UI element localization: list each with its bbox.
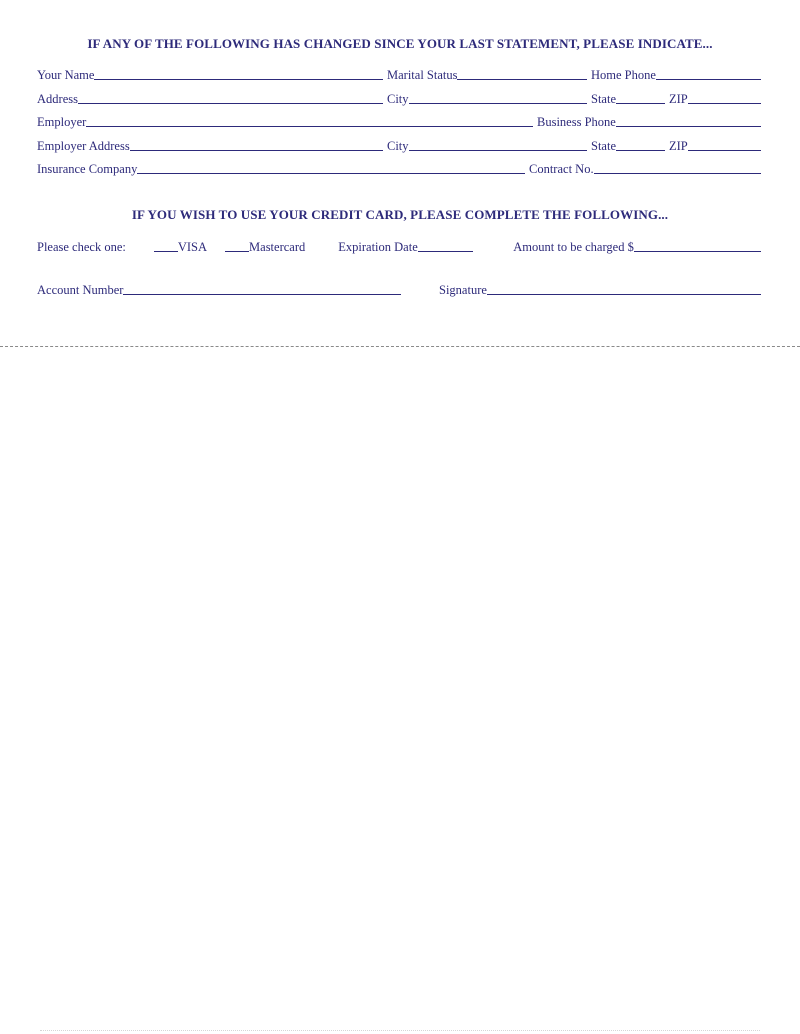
- your-name-field[interactable]: [37, 67, 383, 82]
- zip-field[interactable]: [669, 91, 761, 106]
- employer-address-label: Employer Address: [37, 139, 130, 153]
- insurance-company-field[interactable]: [37, 161, 525, 176]
- employer-address-line[interactable]: [130, 138, 383, 151]
- expiration-date-label: Expiration Date: [338, 240, 418, 254]
- city-label: City: [387, 92, 409, 106]
- insurance-company-label: Insurance Company: [37, 162, 138, 176]
- marital-status-label: Marital Status: [387, 68, 458, 82]
- perforation-cut-line: [0, 346, 800, 347]
- amount-label: Amount to be charged $: [513, 240, 634, 254]
- contract-no-field[interactable]: [529, 161, 761, 176]
- state-field[interactable]: [591, 91, 665, 106]
- home-phone-label: Home Phone: [591, 68, 656, 82]
- marital-status-line[interactable]: [457, 67, 587, 80]
- employer-state-line[interactable]: [616, 138, 665, 151]
- employer-city-label: City: [387, 139, 409, 153]
- row-employer-address: [37, 135, 761, 153]
- check-one-label: Please check one:: [37, 240, 126, 254]
- visa-checkbox-line[interactable]: [154, 239, 178, 252]
- row-employer: [37, 111, 761, 129]
- employer-address-field[interactable]: [37, 138, 383, 153]
- city-field[interactable]: [387, 91, 587, 106]
- business-phone-field[interactable]: [537, 114, 761, 129]
- business-phone-label: Business Phone: [537, 115, 616, 129]
- update-section-heading: IF ANY OF THE FOLLOWING HAS CHANGED SINCE YOUR LAST STATEMENT, PLEASE INDICATE...: [87, 36, 713, 51]
- your-name-line[interactable]: [94, 67, 383, 80]
- your-name-label: Your Name: [37, 68, 95, 82]
- row-card-type: [37, 236, 761, 254]
- employer-state-field[interactable]: [591, 138, 665, 153]
- employer-zip-label: ZIP: [669, 139, 688, 153]
- address-field[interactable]: [37, 91, 383, 106]
- state-line[interactable]: [616, 91, 665, 104]
- employer-field[interactable]: [37, 114, 533, 129]
- employer-line[interactable]: [86, 114, 533, 127]
- amount-field[interactable]: [513, 239, 761, 254]
- employer-city-line[interactable]: [409, 138, 587, 151]
- home-phone-line[interactable]: [656, 67, 761, 80]
- account-number-line[interactable]: [123, 282, 401, 295]
- row-insurance: [37, 158, 761, 176]
- address-label: Address: [37, 92, 78, 106]
- marital-status-field[interactable]: [387, 67, 587, 82]
- row-name: [37, 64, 761, 82]
- row-address: [37, 88, 761, 106]
- signature-field[interactable]: [439, 282, 761, 297]
- employer-zip-line[interactable]: [688, 138, 761, 151]
- insurance-company-line[interactable]: [137, 161, 525, 174]
- expiration-date-field[interactable]: [338, 239, 473, 254]
- bottom-edge-artifact: [40, 1030, 760, 1031]
- home-phone-field[interactable]: [591, 67, 761, 82]
- mastercard-label: Mastercard: [249, 240, 306, 254]
- contract-no-line[interactable]: [594, 161, 761, 174]
- address-line[interactable]: [78, 91, 383, 104]
- business-phone-line[interactable]: [616, 114, 761, 127]
- account-number-label: Account Number: [37, 283, 124, 297]
- amount-line[interactable]: [634, 239, 761, 252]
- employer-zip-field[interactable]: [669, 138, 761, 153]
- mastercard-checkbox-line[interactable]: [225, 239, 249, 252]
- contract-no-label: Contract No.: [529, 162, 594, 176]
- city-line[interactable]: [409, 91, 587, 104]
- signature-label: Signature: [439, 283, 487, 297]
- account-number-field[interactable]: [37, 282, 401, 297]
- credit-section-heading: IF YOU WISH TO USE YOUR CREDIT CARD, PLEASE COMPLETE THE FOLLOWING...: [131, 207, 669, 222]
- zip-label: ZIP: [669, 92, 688, 106]
- expiration-date-line[interactable]: [418, 239, 474, 252]
- zip-line[interactable]: [688, 91, 761, 104]
- employer-city-field[interactable]: [387, 138, 587, 153]
- row-account: [37, 279, 761, 297]
- state-label: State: [591, 92, 616, 106]
- visa-label: VISA: [177, 240, 208, 254]
- signature-line[interactable]: [487, 282, 761, 295]
- employer-label: Employer: [37, 115, 87, 129]
- employer-state-label: State: [591, 139, 616, 153]
